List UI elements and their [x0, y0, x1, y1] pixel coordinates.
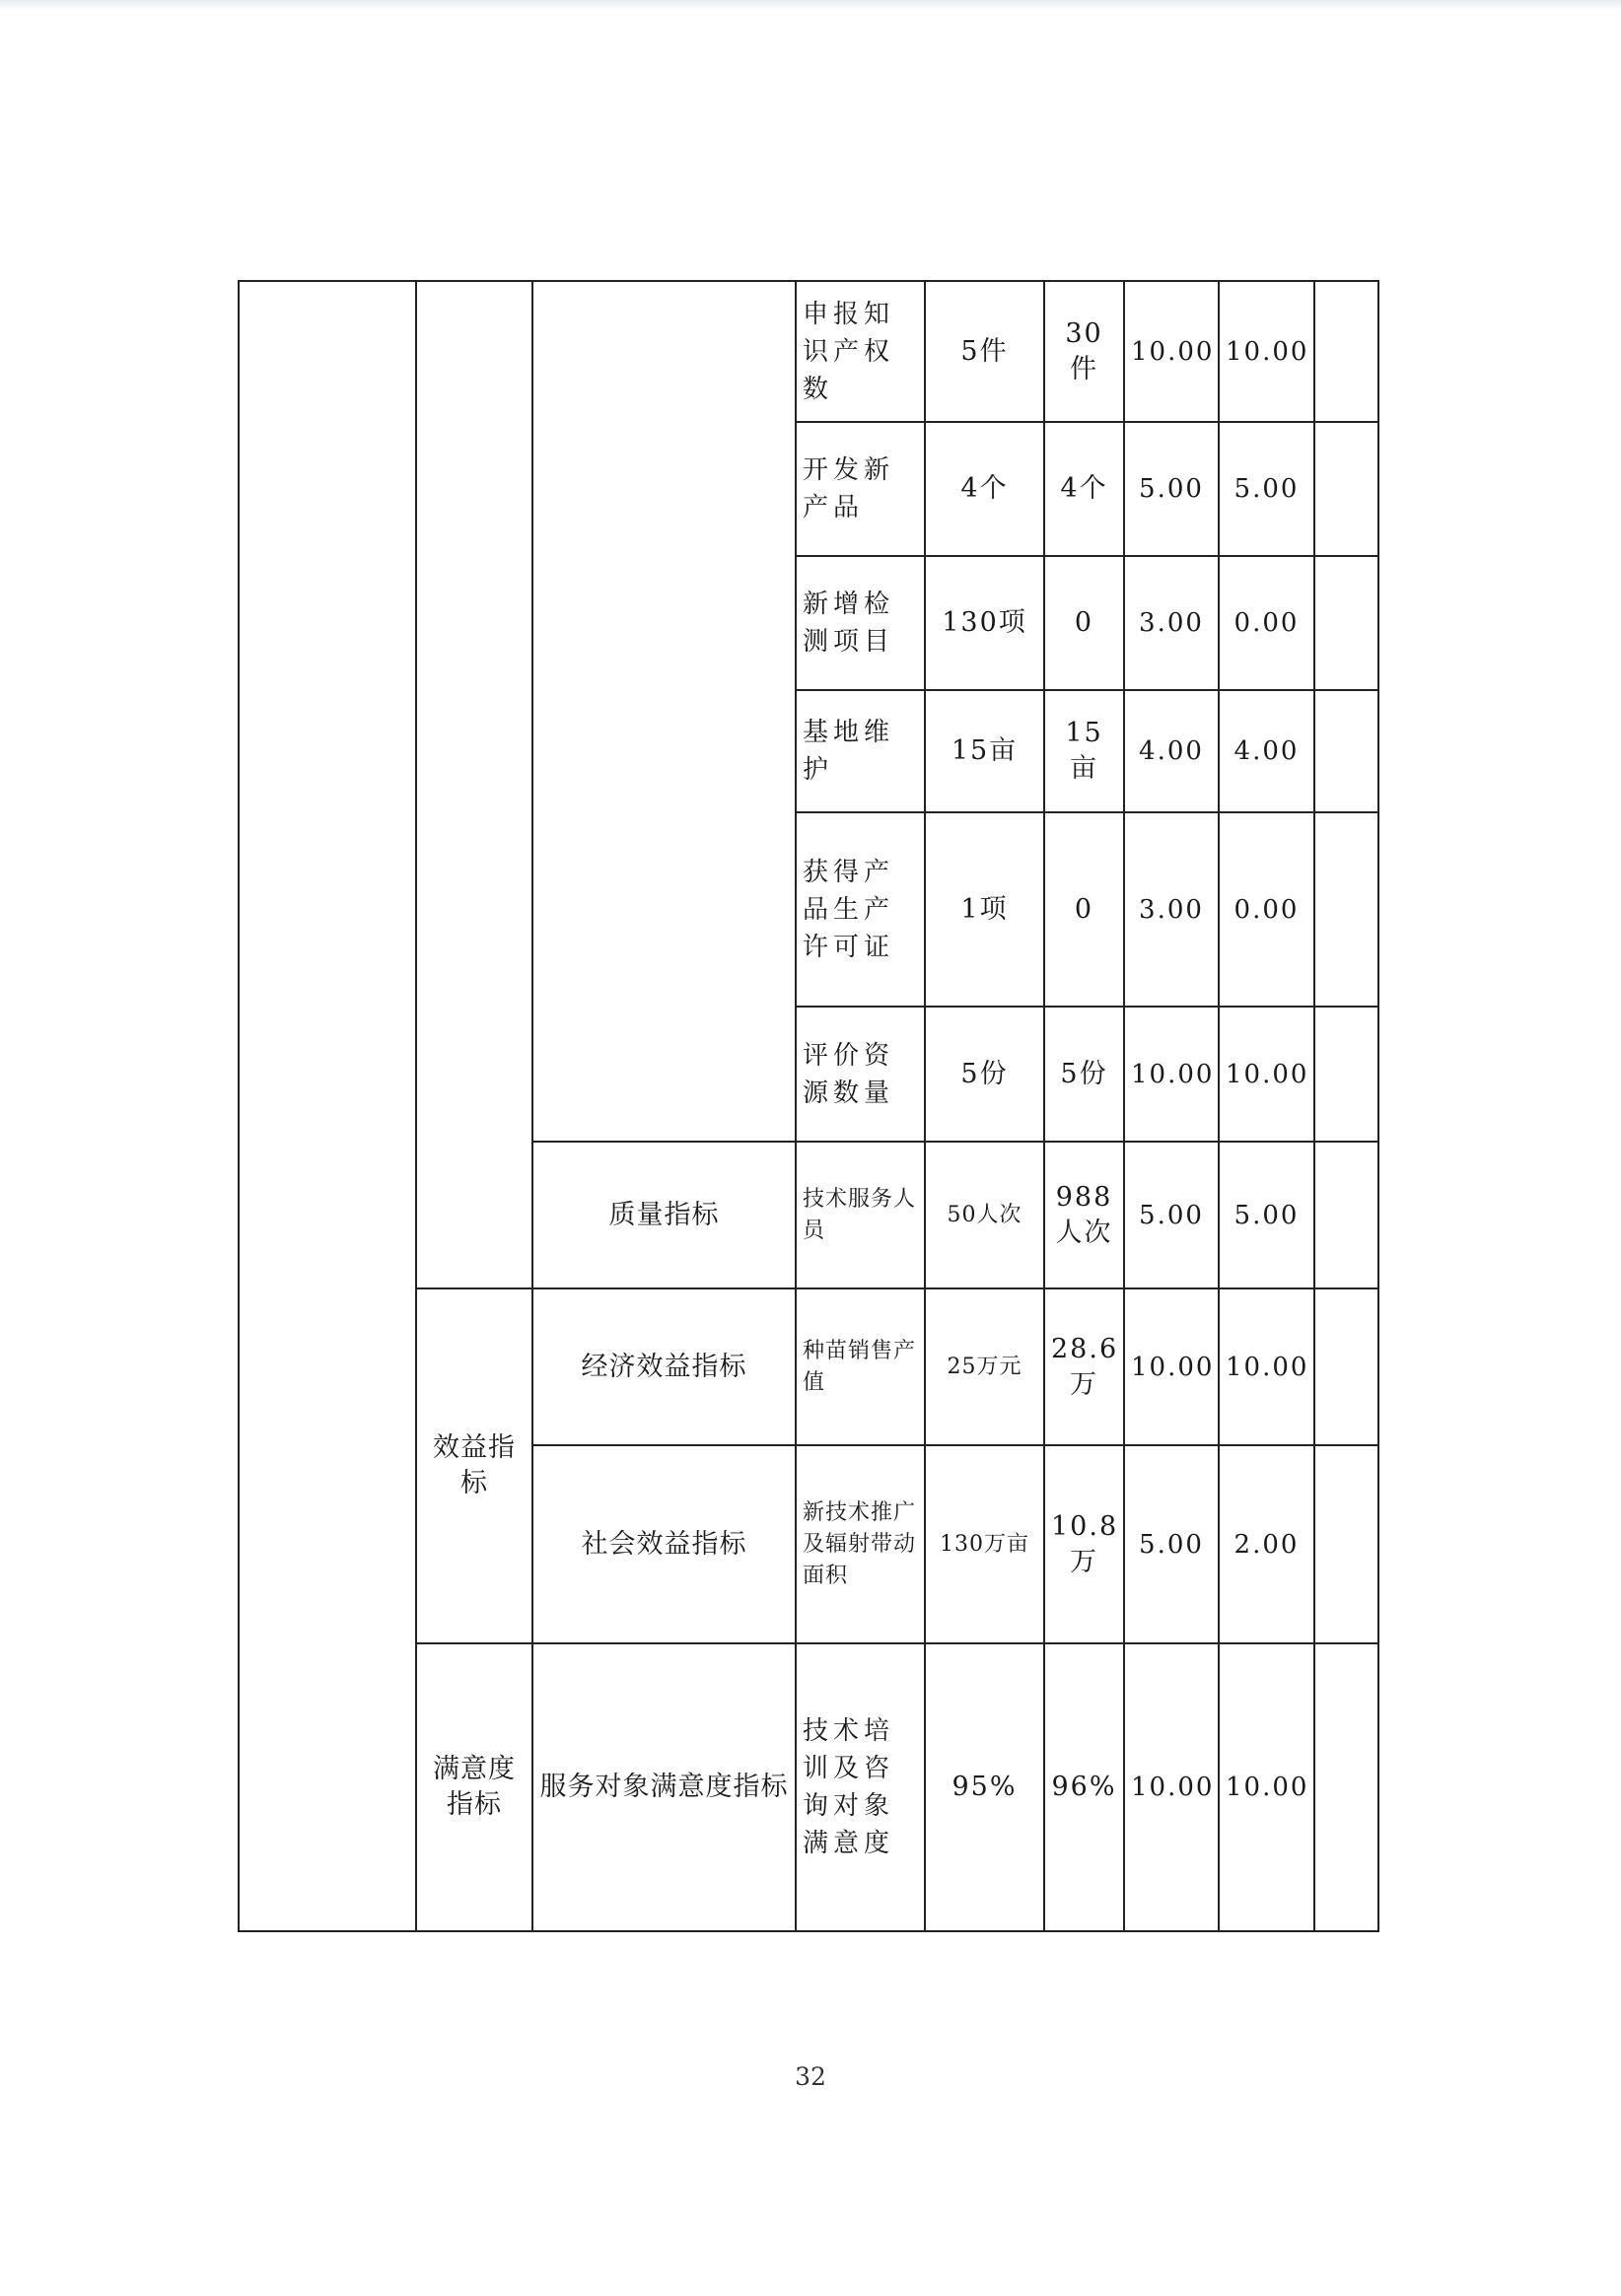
score-value: 0.00 [1219, 556, 1314, 690]
score-value: 5.00 [1219, 422, 1314, 556]
weight-value: 10.00 [1124, 281, 1219, 422]
indicator-name: 开发新产品 [796, 422, 925, 556]
target-value: 130万亩 [925, 1445, 1044, 1643]
actual-value: 5份 [1044, 1007, 1124, 1142]
weight-value: 4.00 [1124, 690, 1219, 812]
remark-cell [1314, 1643, 1378, 1931]
table-row [239, 281, 1378, 422]
score-value: 10.00 [1219, 1643, 1314, 1931]
actual-value: 10.8万 [1044, 1445, 1124, 1643]
remark-cell [1314, 422, 1378, 556]
secondary-indicator: 质量指标 [532, 1142, 796, 1288]
weight-value: 5.00 [1124, 1142, 1219, 1288]
secondary-indicator: 经济效益指标 [532, 1288, 796, 1445]
benefit-indicator-group: 效益指标 [416, 1288, 532, 1643]
weight-value: 10.00 [1124, 1288, 1219, 1445]
remark-cell [1314, 690, 1378, 812]
secondary-indicator: 社会效益指标 [532, 1445, 796, 1643]
output-indicator-cell [416, 281, 532, 1288]
target-value: 25万元 [925, 1288, 1044, 1445]
indicator-name: 种苗销售产值 [796, 1288, 925, 1445]
indicator-name: 评价资源数量 [796, 1007, 925, 1142]
target-value: 50人次 [925, 1142, 1044, 1288]
target-value: 5份 [925, 1007, 1044, 1142]
remark-cell [1314, 1445, 1378, 1643]
weight-value: 5.00 [1124, 422, 1219, 556]
weight-value: 3.00 [1124, 812, 1219, 1007]
target-value: 4个 [925, 422, 1044, 556]
weight-value: 10.00 [1124, 1643, 1219, 1931]
actual-value: 15亩 [1044, 690, 1124, 812]
weight-value: 10.00 [1124, 1007, 1219, 1142]
target-value: 130项 [925, 556, 1044, 690]
satisfaction-indicator-group: 满意度指标 [416, 1643, 532, 1931]
remark-cell [1314, 556, 1378, 690]
target-value: 5件 [925, 281, 1044, 422]
indicator-name: 新技术推广及辐射带动面积 [796, 1445, 925, 1643]
actual-value: 96% [1044, 1643, 1124, 1931]
remark-cell [1314, 1007, 1378, 1142]
target-value: 15亩 [925, 690, 1044, 812]
score-value: 10.00 [1219, 1288, 1314, 1445]
remark-cell [1314, 281, 1378, 422]
indicator-name: 技术服务人员 [796, 1142, 925, 1288]
actual-value: 28.6万 [1044, 1288, 1124, 1445]
target-value: 95% [925, 1643, 1044, 1931]
remark-cell [1314, 1142, 1378, 1288]
actual-value: 4个 [1044, 422, 1124, 556]
primary-indicator-cell [239, 281, 416, 1931]
actual-value: 30件 [1044, 281, 1124, 422]
target-value: 1项 [925, 812, 1044, 1007]
indicator-name: 基地维护 [796, 690, 925, 812]
score-value: 5.00 [1219, 1142, 1314, 1288]
secondary-indicator: 服务对象满意度指标 [532, 1643, 796, 1931]
actual-value: 988人次 [1044, 1142, 1124, 1288]
performance-indicator-table [238, 280, 1379, 1932]
quantity-indicator-cell [532, 281, 796, 1142]
score-value: 4.00 [1219, 690, 1314, 812]
weight-value: 3.00 [1124, 556, 1219, 690]
indicator-name: 申报知识产权数 [796, 281, 925, 422]
actual-value: 0 [1044, 556, 1124, 690]
actual-value: 0 [1044, 812, 1124, 1007]
score-value: 2.00 [1219, 1445, 1314, 1643]
remark-cell [1314, 1288, 1378, 1445]
page-number: 32 [795, 2062, 826, 2091]
score-value: 10.00 [1219, 281, 1314, 422]
scan-edge [0, 0, 1621, 10]
indicator-name: 新增检测项目 [796, 556, 925, 690]
weight-value: 5.00 [1124, 1445, 1219, 1643]
indicator-name: 技术培训及咨询对象满意度 [796, 1643, 925, 1931]
remark-cell [1314, 812, 1378, 1007]
score-value: 10.00 [1219, 1007, 1314, 1142]
score-value: 0.00 [1219, 812, 1314, 1007]
indicator-name: 获得产品生产许可证 [796, 812, 925, 1007]
